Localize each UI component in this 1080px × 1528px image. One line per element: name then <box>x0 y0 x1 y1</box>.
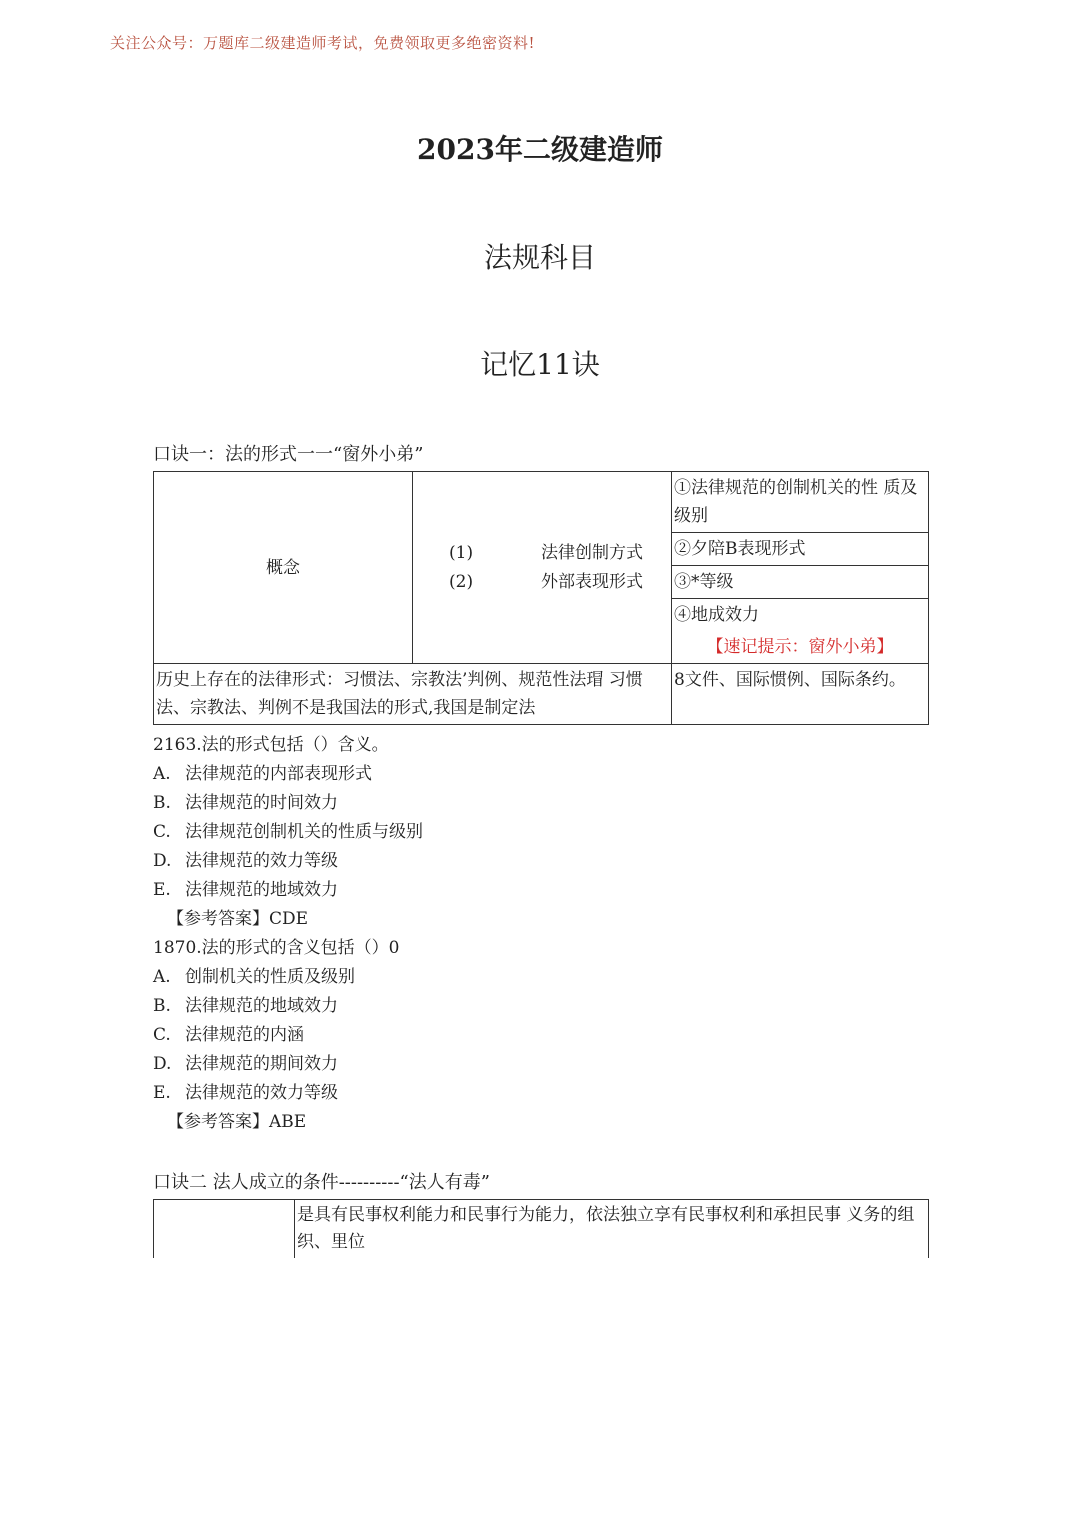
option-a: A. 法律规范的内部表现形式 <box>153 764 372 784</box>
right-item-2: ②夕陪B表现形式 <box>672 533 929 566</box>
title-subject: 法规科目 <box>483 241 596 274</box>
legal-person-definition-cell: 是具有民事权利能力和民事行为能力，依法独立享有民事权利和承担民事 义务的组织、里位 <box>295 1200 929 1259</box>
option-b: B. 法律规范的地域效力 <box>153 996 338 1016</box>
history-forms-cell: 历史上存在的法律形式：习惯法、宗教法’判例、规范性法瑁 习惯法、宗教法、判例不是我国法的形式,我国是制定法 <box>154 664 672 725</box>
question-1870 <box>153 934 399 1137</box>
section2-heading: 口诀二 法人成立的条件----------“法人有毒” <box>153 1172 490 1193</box>
question-stem: 1870.法的形式的含义包括（）0 <box>153 938 400 958</box>
header-note: 关注公众号：万题库二级建造师考试，免费领取更多绝密资料! <box>110 34 536 52</box>
option-b: B. 法律规范的时间效力 <box>153 793 338 813</box>
right-item-1: ①法律规范的创制机关的性 质及级别 <box>672 472 929 533</box>
question-2163 <box>153 731 423 934</box>
option-c: C. 法律规范创制机关的性质与级别 <box>153 822 423 842</box>
history-forms-right-cell: 8文件、国际惯例、国际条约。 <box>672 664 929 725</box>
section1-heading: 口诀一：法的形式一一“窗外小弟” <box>153 444 424 465</box>
forms-of-law-table <box>153 471 929 725</box>
mid-row-2: (2) 外部表现形式 <box>449 571 643 592</box>
option-d: D. 法律规范的效力等级 <box>153 851 338 871</box>
mnemonic-hint: 【速记提示：窗外小弟】 <box>672 631 929 664</box>
title-mnemonics: 记忆11诀 <box>480 348 600 381</box>
title-year: 2023年二级建造师 <box>417 133 663 166</box>
answer: 【参考答案】CDE <box>167 909 309 929</box>
right-item-4: ④地成效力 <box>672 599 929 632</box>
right-item-3: ③*等级 <box>672 566 929 599</box>
mid-row-1: (1) 法律创制方式 <box>449 542 643 563</box>
concept-cell: 概念 <box>154 472 413 664</box>
question-stem: 2163.法的形式包括（）含义。 <box>153 735 389 755</box>
option-e: E. 法律规范的地域效力 <box>153 880 338 900</box>
option-a: A. 创制机关的性质及级别 <box>153 967 355 987</box>
legal-person-label-cell <box>154 1200 295 1259</box>
legal-person-table <box>153 1199 929 1258</box>
option-e: E. 法律规范的效力等级 <box>153 1083 338 1103</box>
answer: 【参考答案】ABE <box>167 1112 307 1132</box>
option-c: C. 法律规范的内涵 <box>153 1025 304 1045</box>
option-d: D. 法律规范的期间效力 <box>153 1054 338 1074</box>
creation-mode-cell <box>413 472 672 664</box>
